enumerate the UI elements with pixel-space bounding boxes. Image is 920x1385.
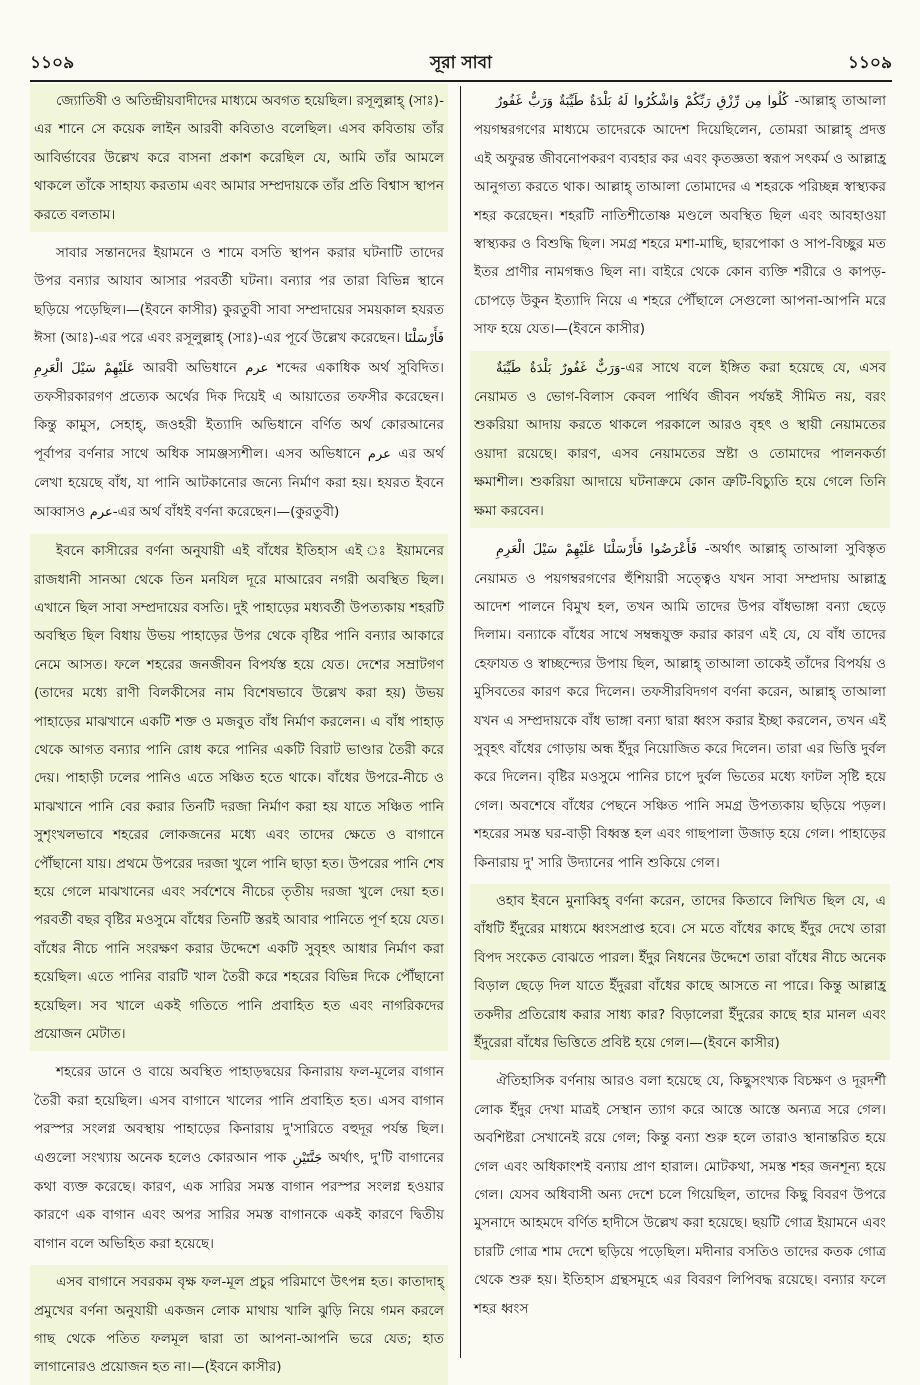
- paragraph-text: -অর্থাৎ আল্লাহ্ তাআলা সুবিস্তৃত নেয়ামত ও পয়গম্বরগণের হুঁশিয়ারী সত্ত্বেও যখন সাবা সম্প্রদায় আল্লাহ্র আদেশ পালনে বিমুখ হল, তখন আমি তাদের উপর বাঁধভাঙ্গা বন্যা ছেড়ে দিলাম। বন্যাকে বাঁধের সাথে সম্বন্ধযুক্ত করার কারণ এই যে, যে বাঁধ তাদের হেফাযত ও স্বাচ্ছন্দ্যের উপায় ছিল, আল্লাহ্ তাআলা তাকেই তাঁদের বিপর্যয় ও মুসিবতের কারণ করে দিলেন। তফসীরবিদগণ বর্ণনা করেন, আল্লাহ্ তাআলা যখন এ সম্প্রদায়কে বাঁধ ভাঙ্গা বন্যা দ্বারা ধ্বংস করার ইচ্ছা করলেন, তখন এই সুবৃহৎ বাঁধের গোড়ায় অন্ধ ইঁদুর নিয়োজিত করে দিলেন। তারা এর ভিত্তি দুর্বল করে দিলেন। বৃষ্টির মওসুমে পানির চাপে দুর্বল ভিতের মধ্যে ফাটল সৃষ্টি হয়ে গেল। অবশেষে বাঁধের পেছনে সঞ্চিত পানি সমগ্র উপত্যকায় ছড়িয়ে পড়ল। শহরের সমস্ত ঘর-বাড়ী বিধ্বস্ত হল এবং গাছপালা উজাড় হয়ে গেল। পাহাড়ের কিনারায় দু' সারি উদ্যানের পানি শুকিয়ে গেল।: [474, 541, 886, 871]
- paragraph: এসব বাগানে সবরকম বৃক্ষ ফল-মূল প্রচুর পরিমাণে উৎপন্ন হত। কাতাদাহ্ প্রমুখের বর্ণনা অনুযায়ী একজন লোক মাথায় খালি ঝুড়ি নিয়ে গমন করলে গাছ থেকে পতিত ফলমূল দ্বারা তা আপনা-আপনি ভরে যেত; হাত লাগানোরও প্রয়োজন হত না।—(ইবনে কাসীর): [30, 1265, 448, 1385]
- paragraph-text: -আল্লাহ্ তাআলা পয়গম্বরগণের মাধ্যমে তাদেরকে আদেশ দিয়েছিলেন, তোমরা আল্লাহ্ প্রদত্ত এই অফুরন্ত জীবনোপকরণ ব্যবহার কর এবং কৃতজ্ঞতা স্বরূপ সৎকর্ম ও আল্লাহ্র আনুগত্য করতে থাক। আল্লাহ্ তাআলা তোমাদের এ শহরকে পরিচ্ছন্ন স্বাস্থ্যকর শহর করেছেন। শহরটি নাতিশীতোষ্ণ মণ্ডলে অবস্থিত ছিল এবং আবহাওয়া স্বাস্থ্যকর ও বিশুদ্ধি ছিল। সমগ্র শহরে মশা-মাছি, ছারপোকা ও সাপ-বিচ্ছুর মত ইতর প্রাণীর নামগন্ধও ছিল না। বাইরে থেকে কোন ব্যক্তি শরীরে ও কাপড়-চোপড়ে উকুন ইত্যাদি নিয়ে এ শহরে পৌঁছালে সেগুলো আপনা-আপনি মরে সাফ হয়ে যেত।—(ইবনে কাসীর): [474, 93, 887, 338]
- header-rule: [30, 80, 892, 82]
- paragraph-text: -এর সাথে: [620, 359, 680, 376]
- paragraph-text: শহরের ডানে ও বায়ে অবস্থিত পাহাড়দ্বয়ের কিনারায় ফল-মূলের বাগান তৈরী করা হয়েছিল। এসব বাগানে খালের পানি প্রবাহিত হত। এসব বাগান পরস্পর সংলগ্ন অবস্থায় পাহাড়ের কিনারায় দু'সারিতে বহুদূর পর্যন্ত ছিল। এগুলো সংখ্যায় অনেক হলেও কোরআন পাক: [34, 1064, 444, 1166]
- paragraph-text: এর অর্থ লেখা হয়েছে বাঁধ, যা পানি আটকানোর জন্যে নির্মাণ করা হয়। হযরত ইবনে আব্বাসও: [34, 445, 445, 520]
- arabic-verse: كُلُوا مِن رِّزْقِ رَبِّكُمْ وَاشْكُرُوا لَهُ بَلْدَةٌ طَيِّبَةٌ وَرَبٌّ غَفُورٌ: [496, 94, 789, 109]
- paragraph: [30, 1055, 448, 1261]
- arabic-word: عرم: [89, 504, 113, 520]
- paragraph: [30, 236, 448, 530]
- paragraph-text: আরবী অভিধানে: [142, 359, 237, 376]
- arabic-verse: فَأَعْرَضُوا فَأَرْسَلْنَا عَلَيْهِمْ سَيْلَ الْعَرِمِ: [496, 542, 697, 558]
- arabic-word: عرم: [367, 446, 391, 462]
- page-header: [30, 38, 892, 78]
- right-column: [470, 84, 890, 1358]
- paragraph-text: শব্দের একাধিক অর্থ সুবিদিত। তফসীরকারগণ প্রত্যেক অর্থের দিক দিয়েই এ আয়াতের তফসীর করেছেন। কিন্তু কামুস, সেহাহ্, জওহরী ইত্যাদি অভিধানে বর্ণিত অর্থ কোরআনের পূর্বাপর বর্ণনার সাথে অধিক সামঞ্জস্যশীল। এসব অভিধানে: [34, 359, 445, 462]
- paragraph: [470, 84, 890, 347]
- paragraph-text: সাবার সন্তানদের ইয়ামনে ও শামে বসতি স্থাপন করার ঘটনাটি তাদের উপর বন্যার আযাব আসার পরবর্তী ঘটনা। বন্যার পর তারা বিভিন্ন স্থানে ছড়িয়ে পড়েছিল।—(ইবনে কাসীর) কুরতুবী সাবা সম্প্রদায়ের সময়কাল হযরত ঈসা (আঃ)-এর পরে এবং রসূলুল্লাহ্ (সাঃ)-এর পূর্বে উল্লেখ করেছেন।: [34, 245, 444, 347]
- arabic-verse: فَأَرْسَلْنَا عَلَيْهِمْ سَيْلَ الْعَرِمِ: [34, 331, 444, 376]
- paragraph: [470, 532, 890, 880]
- paragraph: ঐতিহাসিক বর্ণনায় আরও বলা হয়েছে যে, কিছুসংখ্যক বিচক্ষণ ও দূরদর্শী লোক ইঁদুর দেখা মাত্রই সেস্থান ত্যাগ করে আস্তে আস্তে অন্যত্র সরে গেল। অবশিষ্টরা সেখানেই রয়ে গেল; কিন্তু বন্যা শুরু হলে তারাও স্থানান্তরিত হয়ে গেল এবং অধিকাংশই বন্যায় প্রাণ হারাল। মোটকথা, সমস্ত শহর জনশূন্য হয়ে গেল। যেসব অধিবাসী অন্য দেশে চলে গিয়েছিল, তাদের কিছু বিবরণ উপরে মুসনাদে আহমদে বর্ণিত হাদীসে উল্লেখ করা হয়েছে। ছয়টি গোত্র ইয়ামনে এবং চারটি গোত্র শাম দেশে ছড়িয়ে পড়েছিল। মদীনার বসতিও তাদের কতক গোত্র থেকে শুরু হয়। ইতিহাস গ্রন্থসমূহে এর বিবরণ লিপিবদ্ধ রয়েছে। বন্যার ফলে শহর ধ্বংস: [474, 1073, 886, 1317]
- paragraph-text: অর্থাৎ, দু'টি বাগানের কথা ব্যক্ত করেছে। কারণ, এক সারির সমস্ত বাগান পরস্পর সংলগ্ন হওয়ার কারণে এক বাগান এবং অপর সারির সমস্ত বাগানকে একই কারণে দ্বিতীয় বাগান বলে অভিহিত করা হয়েছে।: [34, 1149, 444, 1252]
- arabic-verse: وَرَبٌّ غَفُورٌ: [560, 360, 621, 376]
- paragraph: ইবনে কাসীরের বর্ণনা অনুযায়ী এই বাঁধের ইতিহাস এই ঃ ইয়ামনের রাজধানী সানআ থেকে তিন মনযিল দূরে মাআরেব নগরী অবস্থিত ছিল। এখানে ছিল সাবা সম্প্রদায়ের বসতি। দুই পাহাড়ের মধ্যবর্তী উপত্যকায় শহরটি অবস্থিত ছিল বিধায় উভয় পাহাড়ের উপর থেকে বৃষ্টির পানি বন্যার আকারে নেমে আসত। ফলে শহরের জনজীবন বিপর্যস্ত হয়ে যেত। দেশের সম্রাটগণ (তাদের মধ্যে রাণী বিলকীসের নাম বিশেষভাবে উল্লেখ করা হয়) উভয় পাহাড়ের মাঝখানে একটি শক্ত ও মজবুত বাঁধ নির্মাণ করলেন। এ বাঁধ পাহাড় থেকে আগত বন্যার পানি রোধ করে পানির একটি বিরাট ভাণ্ডার তৈরী করে দেয়। পাহাড়ী ঢলের পানিও এতে সঞ্চিত হতে থাকে। বাঁধের উপরে-নীচে ও মাঝখানে পানি বের করার তিনটি দরজা নির্মাণ করা হয় যাতে সঞ্চিত পানি সুশৃংখলভাবে শহরের লোকজনের মধ্যে এবং তাদের ক্ষেতে ও বাগানে পৌঁছানো যায়। প্রথমে উপরের দরজা খুলে পানি ছাড়া হত। উপরের পানি শেষ হয়ে গেলে মাঝখানের এবং সর্বশেষে নীচের তৃতীয় দরজা খুলে দেয়া হত। পরবর্তী বছর বৃষ্টির মওসুমে বাঁধের তিনটি স্তরই আবার পানিতে পূর্ণ হয়ে যেত। বাঁধের নীচে পানি সংরক্ষণ করার উদ্দেশে একটি সুবৃহৎ আধার নির্মাণ করা হয়েছিল। এতে পানির বারটি খাল তৈরী করে শহরের বিভিন্ন দিকে পৌঁছানো হয়েছিল। সব খালে একই গতিতে পানি প্রবাহিত হত এবং নাগরিকদের প্রয়োজন মেটাত।: [30, 534, 448, 1051]
- surah-title: সূরা সাবা: [430, 53, 492, 73]
- page-number-right: ১১০৯: [847, 53, 892, 73]
- left-column: [30, 84, 448, 1376]
- paragraph: [470, 351, 890, 528]
- paragraph-text: -এর অর্থ বাঁধই বর্ণনা করেছেন।—(কুরতুবী): [112, 503, 340, 520]
- paragraph: জ্যোতিষী ও অতিন্দ্রীয়বাদীদের মাধ্যমে অবগত হয়েছিল। রসূলুল্লাহ্ (সাঃ)-এর শানে সে কয়েক লাইন আরবী কবিতাও বলেছিল। এসব কবিতায় তাঁর আবির্ভাবের উল্লেখ করে বাসনা প্রকাশ করেছিল যে, আমি তাঁর আমলে থাকলে তাঁকে সাহায্য করতাম এবং আমার সম্প্রদায়কে তাঁর প্রতি বিশ্বাস স্থাপন করতে বলতাম।: [30, 84, 448, 232]
- column-divider: [460, 86, 461, 1358]
- paragraph-text: বলে ইঙ্গিত করা হয়েছে যে, এসব নেয়ামত ও ভোগ-বিলাস কেবল পার্থিব জীবন পর্যন্তই সীমিত নয়, বরং শুকরিয়া আদায় করতে থাকলে পরকালে আরও বৃহৎ ও স্থায়ী নেয়ামতের ওয়াদা রয়েছে। কারণ, এসব নেয়ামতের স্রষ্টা ও তোমাদের পালনকর্তা ক্ষমাশীল। শুকরিয়া আদায়ে ঘটনাক্রমে কোন ত্রুটি-বিচ্যুতি হয়ে গেলে তিনি ক্ষমা করবেন।: [474, 359, 887, 519]
- paragraph: ওহাব ইবনে মুনাব্বিহ্ বর্ণনা করেন, তাদের কিতাবে লিখিত ছিল যে, এ বাঁধটি ইঁদুরের মাধ্যমে ধ্বংসপ্রাপ্ত হবে। সে মতে বাঁধের কাছে ইঁদুর দেখে তারা বিপদ সংকেত বোঝতে পারল। ইঁদুর নিধনের উদ্দেশে তারা বাঁধের নীচে অনেক বিড়াল ছেড়ে দিল যাতে ইঁদুররা বাঁধের কাছে আসতে না পারে। কিন্তু আল্লাহ্র তকদীর প্রতিরোধ করার সাধ্য কার? বিড়ালেরা ইঁদুরের কাছে হার মানল এবং ইঁদুরেরা বাঁধের ভিত্তিতে প্রবিষ্ট হয়ে গেল।—(ইবনে কাসীর): [470, 884, 890, 1060]
- arabic-word: جَنَّتَيْنِ: [292, 1150, 323, 1166]
- page-number-left: ১১০৯: [30, 53, 75, 73]
- arabic-verse: بَلْدَةٌ طَيِّبَةٌ: [496, 360, 552, 376]
- arabic-word: عرم: [245, 360, 269, 376]
